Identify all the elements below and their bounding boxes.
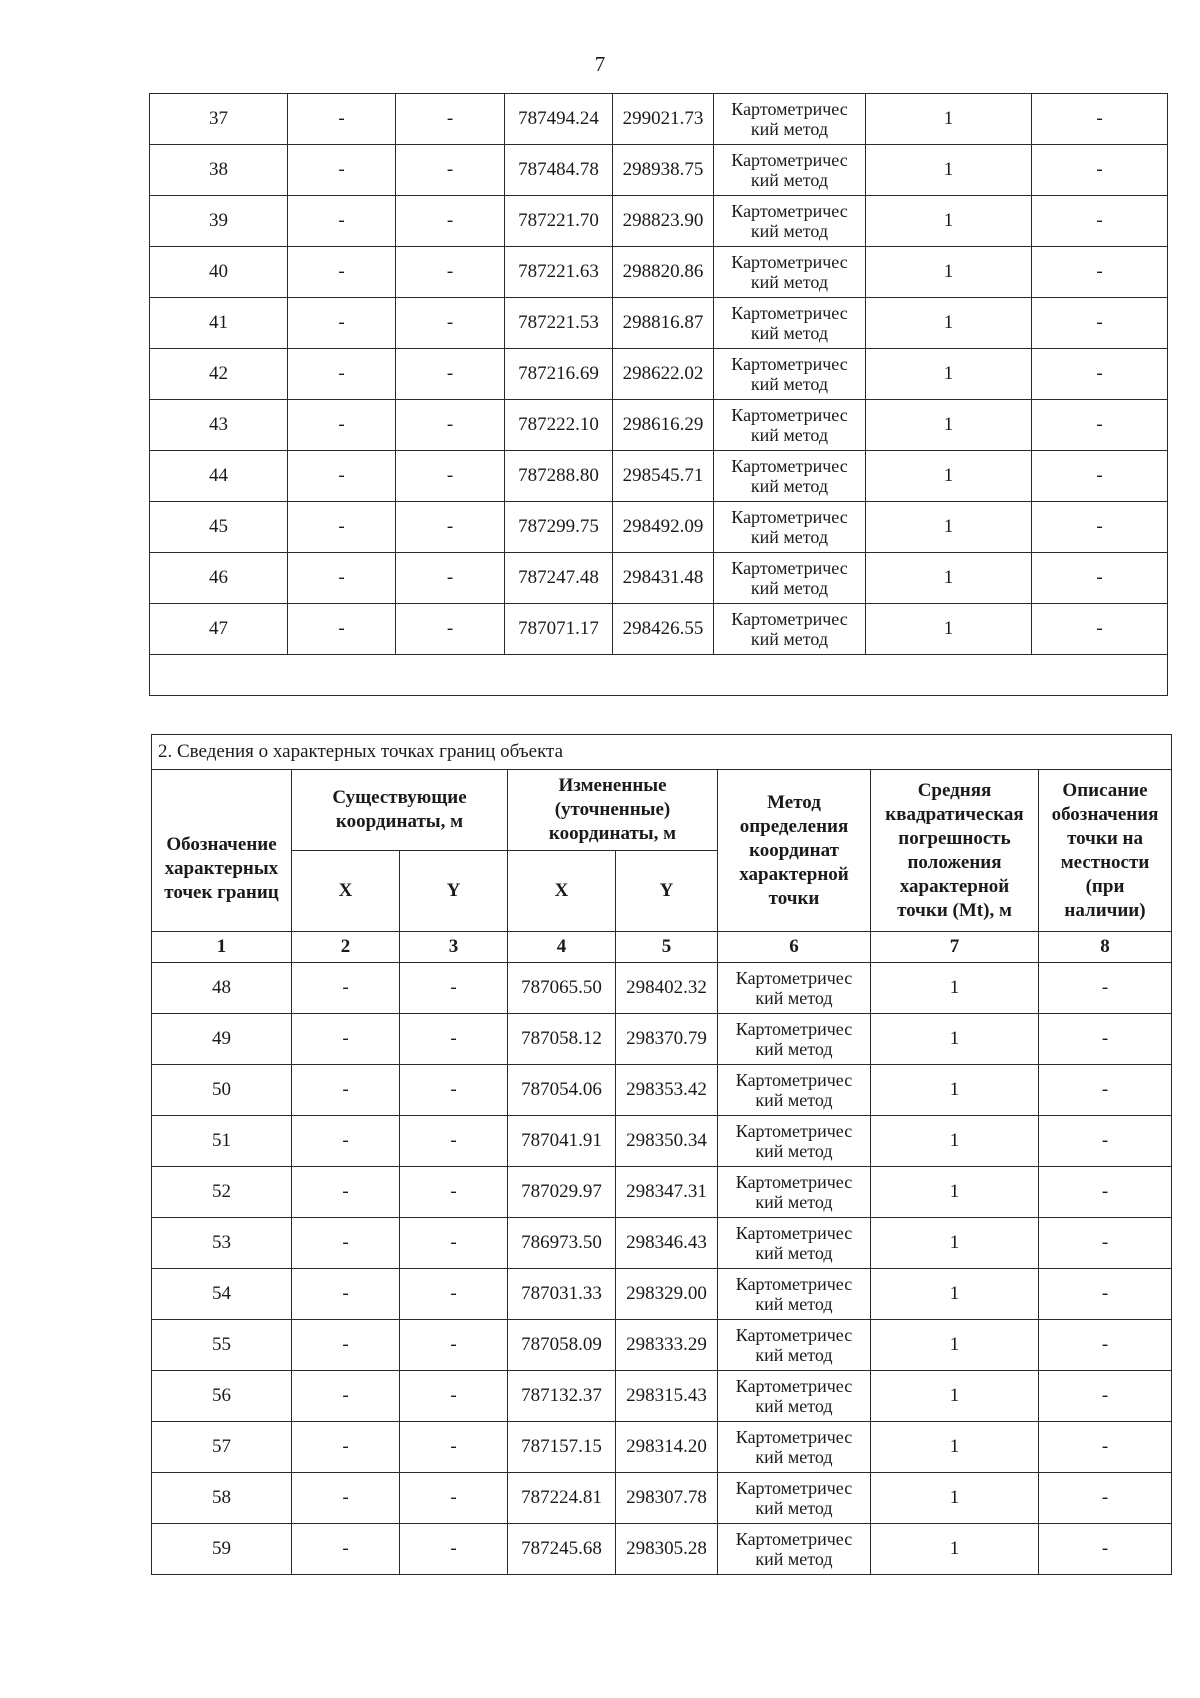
changed-y-cell: 298346.43 xyxy=(616,1218,718,1269)
changed-y-cell: 298347.31 xyxy=(616,1167,718,1218)
mean-error-cell: 1 xyxy=(871,1116,1039,1167)
point-designation-cell: 42 xyxy=(150,349,288,400)
existing-x-cell: - xyxy=(288,604,396,655)
changed-x-cell: 787288.80 xyxy=(505,451,613,502)
method-text: кий метод xyxy=(755,1447,833,1467)
method-text: Картометричес xyxy=(735,1172,853,1192)
description-cell: - xyxy=(1039,963,1172,1014)
existing-y-cell: - xyxy=(400,963,508,1014)
mean-error-cell: 1 xyxy=(866,196,1032,247)
description-cell: - xyxy=(1032,94,1168,145)
changed-y-cell: 298305.28 xyxy=(616,1524,718,1575)
method-text: кий метод xyxy=(750,425,829,445)
description-cell: - xyxy=(1032,247,1168,298)
changed-y-cell: 298333.29 xyxy=(616,1320,718,1371)
method-text: Картометричес xyxy=(735,1478,853,1498)
existing-x-cell: - xyxy=(292,1320,400,1371)
empty-cell xyxy=(150,655,1168,696)
method-cell xyxy=(714,196,866,247)
description-cell: - xyxy=(1032,553,1168,604)
changed-y-cell: 298353.42 xyxy=(616,1065,718,1116)
point-designation-cell: 52 xyxy=(152,1167,292,1218)
existing-y-cell: - xyxy=(396,349,505,400)
existing-y-cell: - xyxy=(400,1422,508,1473)
changed-y-cell: 298314.20 xyxy=(616,1422,718,1473)
changed-y-cell: 298431.48 xyxy=(613,553,714,604)
method-cell xyxy=(714,298,866,349)
method-text: Картометричес xyxy=(735,968,853,988)
column-numbers-row xyxy=(152,932,1172,963)
existing-y-cell: - xyxy=(400,1014,508,1065)
changed-x-cell: 787245.68 xyxy=(508,1524,616,1575)
table2-header xyxy=(152,735,1172,963)
existing-x-cell: - xyxy=(292,1218,400,1269)
point-designation-cell: 46 xyxy=(150,553,288,604)
table-row xyxy=(152,1269,1172,1320)
method-text: кий метод xyxy=(755,1396,833,1416)
method-text: Картометричес xyxy=(735,1274,853,1294)
changed-y-cell: 298823.90 xyxy=(613,196,714,247)
column-number: 7 xyxy=(871,932,1039,963)
table2-body xyxy=(152,963,1172,1575)
point-designation-cell: 47 xyxy=(150,604,288,655)
method-text: Картометричес xyxy=(731,303,848,323)
point-designation-cell: 54 xyxy=(152,1269,292,1320)
existing-x-cell: - xyxy=(292,1422,400,1473)
changed-y-cell: 298545.71 xyxy=(613,451,714,502)
column-number: 1 xyxy=(152,932,292,963)
column-number: 2 xyxy=(292,932,400,963)
method-text: Картометричес xyxy=(731,252,848,272)
existing-x-cell: - xyxy=(292,963,400,1014)
description-cell: - xyxy=(1039,1065,1172,1116)
existing-x-cell: - xyxy=(288,145,396,196)
point-designation-cell: 53 xyxy=(152,1218,292,1269)
description-cell: - xyxy=(1039,1269,1172,1320)
method-text: кий метод xyxy=(750,578,829,598)
changed-y-cell: 298492.09 xyxy=(613,502,714,553)
existing-y-cell: - xyxy=(396,196,505,247)
mean-error-cell: 1 xyxy=(866,349,1032,400)
existing-y-cell: - xyxy=(400,1218,508,1269)
existing-y-cell: - xyxy=(400,1065,508,1116)
description-cell: - xyxy=(1032,196,1168,247)
changed-x-cell: 787494.24 xyxy=(505,94,613,145)
existing-y-cell: - xyxy=(396,94,505,145)
header-description: Описание обозначения точки на местности (при наличии) xyxy=(1039,770,1172,932)
mean-error-cell: 1 xyxy=(871,1473,1039,1524)
page-number: 7 xyxy=(594,52,606,76)
boundary-points-table xyxy=(151,734,1172,1575)
header-existing-y: Y xyxy=(400,851,508,932)
mean-error-cell: 1 xyxy=(871,1524,1039,1575)
existing-y-cell: - xyxy=(400,1116,508,1167)
existing-x-cell: - xyxy=(292,1524,400,1575)
existing-y-cell: - xyxy=(396,604,505,655)
changed-y-cell: 298816.87 xyxy=(613,298,714,349)
point-designation-cell: 45 xyxy=(150,502,288,553)
mean-error-cell: 1 xyxy=(866,400,1032,451)
mean-error-cell: 1 xyxy=(871,1167,1039,1218)
method-cell xyxy=(714,604,866,655)
method-cell xyxy=(718,1167,871,1218)
method-text: кий метод xyxy=(755,1141,833,1161)
point-designation-cell: 55 xyxy=(152,1320,292,1371)
existing-x-cell: - xyxy=(288,247,396,298)
point-designation-cell: 38 xyxy=(150,145,288,196)
point-designation-cell: 39 xyxy=(150,196,288,247)
mean-error-cell: 1 xyxy=(871,1371,1039,1422)
table-row xyxy=(150,400,1168,451)
changed-y-cell: 298307.78 xyxy=(616,1473,718,1524)
description-cell: - xyxy=(1039,1014,1172,1065)
column-number: 3 xyxy=(400,932,508,963)
existing-x-cell: - xyxy=(288,553,396,604)
method-text: кий метод xyxy=(750,272,829,292)
method-text: кий метод xyxy=(750,527,829,547)
changed-x-cell: 787484.78 xyxy=(505,145,613,196)
table-row xyxy=(152,1065,1172,1116)
existing-y-cell: - xyxy=(400,1524,508,1575)
existing-y-cell: - xyxy=(400,1473,508,1524)
changed-y-cell: 298315.43 xyxy=(616,1371,718,1422)
method-text: Картометричес xyxy=(731,150,848,170)
column-number: 8 xyxy=(1039,932,1172,963)
existing-x-cell: - xyxy=(288,502,396,553)
method-text: Картометричес xyxy=(735,1427,853,1447)
method-text: Картометричес xyxy=(735,1223,853,1243)
method-text: Картометричес xyxy=(731,558,848,578)
table-row xyxy=(152,1014,1172,1065)
method-cell xyxy=(718,1473,871,1524)
method-text: Картометричес xyxy=(735,1121,853,1141)
method-cell xyxy=(718,1014,871,1065)
header-method: Метод определения координат характерной точки xyxy=(718,770,871,932)
description-cell: - xyxy=(1039,1167,1172,1218)
mean-error-cell: 1 xyxy=(866,502,1032,553)
mean-error-cell: 1 xyxy=(871,963,1039,1014)
method-text: кий метод xyxy=(755,1294,833,1314)
table-row xyxy=(150,502,1168,553)
method-text: Картометричес xyxy=(735,1325,853,1345)
column-number: 5 xyxy=(616,932,718,963)
header-existing-coordinates: Существующие координаты, м xyxy=(292,770,508,851)
existing-x-cell: - xyxy=(292,1269,400,1320)
changed-y-cell: 298622.02 xyxy=(613,349,714,400)
changed-x-cell: 787221.63 xyxy=(505,247,613,298)
header-changed-coordinates: Измененные (уточненные) координаты, м xyxy=(508,770,718,851)
method-cell xyxy=(714,553,866,604)
table-row xyxy=(152,1371,1172,1422)
description-cell: - xyxy=(1032,349,1168,400)
point-designation-cell: 48 xyxy=(152,963,292,1014)
method-text: кий метод xyxy=(750,170,829,190)
point-designation-cell: 49 xyxy=(152,1014,292,1065)
existing-x-cell: - xyxy=(288,196,396,247)
method-text: кий метод xyxy=(750,629,829,649)
changed-y-cell: 298426.55 xyxy=(613,604,714,655)
existing-y-cell: - xyxy=(396,553,505,604)
method-text: кий метод xyxy=(755,1192,833,1212)
point-designation-cell: 43 xyxy=(150,400,288,451)
description-cell: - xyxy=(1032,502,1168,553)
description-cell: - xyxy=(1032,145,1168,196)
method-text: Картометричес xyxy=(731,99,848,119)
changed-y-cell: 298370.79 xyxy=(616,1014,718,1065)
changed-x-cell: 787054.06 xyxy=(508,1065,616,1116)
existing-x-cell: - xyxy=(292,1065,400,1116)
table-row xyxy=(152,1167,1172,1218)
mean-error-cell: 1 xyxy=(866,145,1032,196)
mean-error-cell: 1 xyxy=(871,1269,1039,1320)
description-cell: - xyxy=(1032,451,1168,502)
table-row xyxy=(152,963,1172,1014)
description-cell: - xyxy=(1032,604,1168,655)
table-row xyxy=(152,1320,1172,1371)
existing-y-cell: - xyxy=(396,298,505,349)
changed-x-cell: 787299.75 xyxy=(505,502,613,553)
changed-y-cell: 298350.34 xyxy=(616,1116,718,1167)
point-designation-cell: 44 xyxy=(150,451,288,502)
table-row xyxy=(150,247,1168,298)
method-cell xyxy=(718,1116,871,1167)
existing-y-cell: - xyxy=(396,400,505,451)
mean-error-cell: 1 xyxy=(866,553,1032,604)
point-designation-cell: 37 xyxy=(150,94,288,145)
table-row xyxy=(150,349,1168,400)
method-cell xyxy=(718,1422,871,1473)
mean-error-cell: 1 xyxy=(866,298,1032,349)
changed-x-cell: 787071.17 xyxy=(505,604,613,655)
table-row xyxy=(150,553,1168,604)
method-cell xyxy=(718,1065,871,1116)
mean-error-cell: 1 xyxy=(866,94,1032,145)
changed-y-cell: 298329.00 xyxy=(616,1269,718,1320)
changed-y-cell: 299021.73 xyxy=(613,94,714,145)
column-number: 4 xyxy=(508,932,616,963)
description-cell: - xyxy=(1039,1422,1172,1473)
method-text: кий метод xyxy=(750,221,829,241)
changed-y-cell: 298820.86 xyxy=(613,247,714,298)
changed-x-cell: 787029.97 xyxy=(508,1167,616,1218)
table-row xyxy=(152,1218,1172,1269)
method-text: кий метод xyxy=(755,1090,833,1110)
description-cell: - xyxy=(1032,400,1168,451)
method-text: Картометричес xyxy=(735,1019,853,1039)
table-row xyxy=(150,604,1168,655)
mean-error-cell: 1 xyxy=(871,1422,1039,1473)
changed-x-cell: 787041.91 xyxy=(508,1116,616,1167)
changed-x-cell: 787058.12 xyxy=(508,1014,616,1065)
header-existing-x: X xyxy=(292,851,400,932)
header-changed-y: Y xyxy=(616,851,718,932)
existing-y-cell: - xyxy=(400,1269,508,1320)
existing-y-cell: - xyxy=(400,1371,508,1422)
mean-error-cell: 1 xyxy=(871,1014,1039,1065)
point-designation-cell: 40 xyxy=(150,247,288,298)
method-cell xyxy=(718,1218,871,1269)
existing-y-cell: - xyxy=(396,145,505,196)
method-cell xyxy=(718,1371,871,1422)
method-cell xyxy=(718,963,871,1014)
existing-x-cell: - xyxy=(292,1473,400,1524)
table-row xyxy=(152,1116,1172,1167)
table-row xyxy=(150,298,1168,349)
existing-x-cell: - xyxy=(288,451,396,502)
changed-x-cell: 787065.50 xyxy=(508,963,616,1014)
method-text: кий метод xyxy=(755,988,833,1008)
table-caption: 2. Сведения о характерных точках границ объекта xyxy=(152,735,1172,770)
existing-y-cell: - xyxy=(400,1320,508,1371)
header-changed-x: X xyxy=(508,851,616,932)
column-number: 6 xyxy=(718,932,871,963)
changed-y-cell: 298938.75 xyxy=(613,145,714,196)
method-text: Картометричес xyxy=(735,1070,853,1090)
changed-x-cell: 787222.10 xyxy=(505,400,613,451)
empty-row xyxy=(150,655,1168,696)
changed-y-cell: 298402.32 xyxy=(616,963,718,1014)
changed-x-cell: 787221.53 xyxy=(505,298,613,349)
existing-x-cell: - xyxy=(292,1014,400,1065)
method-cell xyxy=(714,247,866,298)
method-cell xyxy=(714,451,866,502)
method-cell xyxy=(718,1524,871,1575)
existing-y-cell: - xyxy=(396,451,505,502)
changed-x-cell: 787058.09 xyxy=(508,1320,616,1371)
header-point-designation: Обозначение характерных точек границ xyxy=(152,770,292,932)
existing-x-cell: - xyxy=(288,400,396,451)
method-text: Картометричес xyxy=(731,609,848,629)
table-row xyxy=(152,1473,1172,1524)
method-text: Картометричес xyxy=(731,201,848,221)
existing-y-cell: - xyxy=(400,1167,508,1218)
point-designation-cell: 50 xyxy=(152,1065,292,1116)
method-text: Картометричес xyxy=(731,507,848,527)
method-text: Картометричес xyxy=(735,1529,853,1549)
changed-x-cell: 787157.15 xyxy=(508,1422,616,1473)
table-row xyxy=(150,94,1168,145)
point-designation-cell: 58 xyxy=(152,1473,292,1524)
coordinates-table-continued xyxy=(149,93,1168,696)
method-text: кий метод xyxy=(755,1039,833,1059)
mean-error-cell: 1 xyxy=(871,1218,1039,1269)
existing-y-cell: - xyxy=(396,502,505,553)
method-text: кий метод xyxy=(750,476,829,496)
point-designation-cell: 41 xyxy=(150,298,288,349)
method-cell xyxy=(718,1269,871,1320)
changed-x-cell: 787216.69 xyxy=(505,349,613,400)
changed-x-cell: 787031.33 xyxy=(508,1269,616,1320)
point-designation-cell: 51 xyxy=(152,1116,292,1167)
method-text: Картометричес xyxy=(731,405,848,425)
method-text: кий метод xyxy=(750,323,829,343)
method-text: кий метод xyxy=(750,119,829,139)
table1-body xyxy=(150,94,1168,696)
mean-error-cell: 1 xyxy=(871,1320,1039,1371)
table-row xyxy=(150,451,1168,502)
description-cell: - xyxy=(1039,1524,1172,1575)
existing-x-cell: - xyxy=(288,94,396,145)
method-text: Картометричес xyxy=(735,1376,853,1396)
point-designation-cell: 59 xyxy=(152,1524,292,1575)
method-text: кий метод xyxy=(755,1549,833,1569)
mean-error-cell: 1 xyxy=(866,451,1032,502)
point-designation-cell: 56 xyxy=(152,1371,292,1422)
method-text: кий метод xyxy=(755,1345,833,1365)
point-designation-cell: 57 xyxy=(152,1422,292,1473)
method-text: Картометричес xyxy=(731,354,848,374)
method-cell xyxy=(714,94,866,145)
changed-x-cell: 787247.48 xyxy=(505,553,613,604)
description-cell: - xyxy=(1039,1116,1172,1167)
existing-x-cell: - xyxy=(292,1371,400,1422)
table-row xyxy=(152,1524,1172,1575)
method-cell xyxy=(714,400,866,451)
method-cell xyxy=(714,349,866,400)
description-cell: - xyxy=(1039,1371,1172,1422)
method-text: Картометричес xyxy=(731,456,848,476)
method-cell xyxy=(714,145,866,196)
mean-error-cell: 1 xyxy=(866,247,1032,298)
changed-x-cell: 786973.50 xyxy=(508,1218,616,1269)
changed-x-cell: 787224.81 xyxy=(508,1473,616,1524)
method-text: кий метод xyxy=(755,1498,833,1518)
existing-x-cell: - xyxy=(292,1167,400,1218)
mean-error-cell: 1 xyxy=(871,1065,1039,1116)
method-cell xyxy=(718,1320,871,1371)
existing-x-cell: - xyxy=(292,1116,400,1167)
changed-x-cell: 787132.37 xyxy=(508,1371,616,1422)
mean-error-cell: 1 xyxy=(866,604,1032,655)
changed-y-cell: 298616.29 xyxy=(613,400,714,451)
table-row xyxy=(150,196,1168,247)
method-cell xyxy=(714,502,866,553)
description-cell: - xyxy=(1039,1320,1172,1371)
header-mean-error: Средняя квадратическая погрешность положения характерной точки (Mt), м xyxy=(871,770,1039,932)
description-cell: - xyxy=(1039,1218,1172,1269)
changed-x-cell: 787221.70 xyxy=(505,196,613,247)
existing-x-cell: - xyxy=(288,298,396,349)
method-text: кий метод xyxy=(755,1243,833,1263)
existing-y-cell: - xyxy=(396,247,505,298)
description-cell: - xyxy=(1039,1473,1172,1524)
table-row xyxy=(150,145,1168,196)
existing-x-cell: - xyxy=(288,349,396,400)
description-cell: - xyxy=(1032,298,1168,349)
table-row xyxy=(152,1422,1172,1473)
method-text: кий метод xyxy=(750,374,829,394)
